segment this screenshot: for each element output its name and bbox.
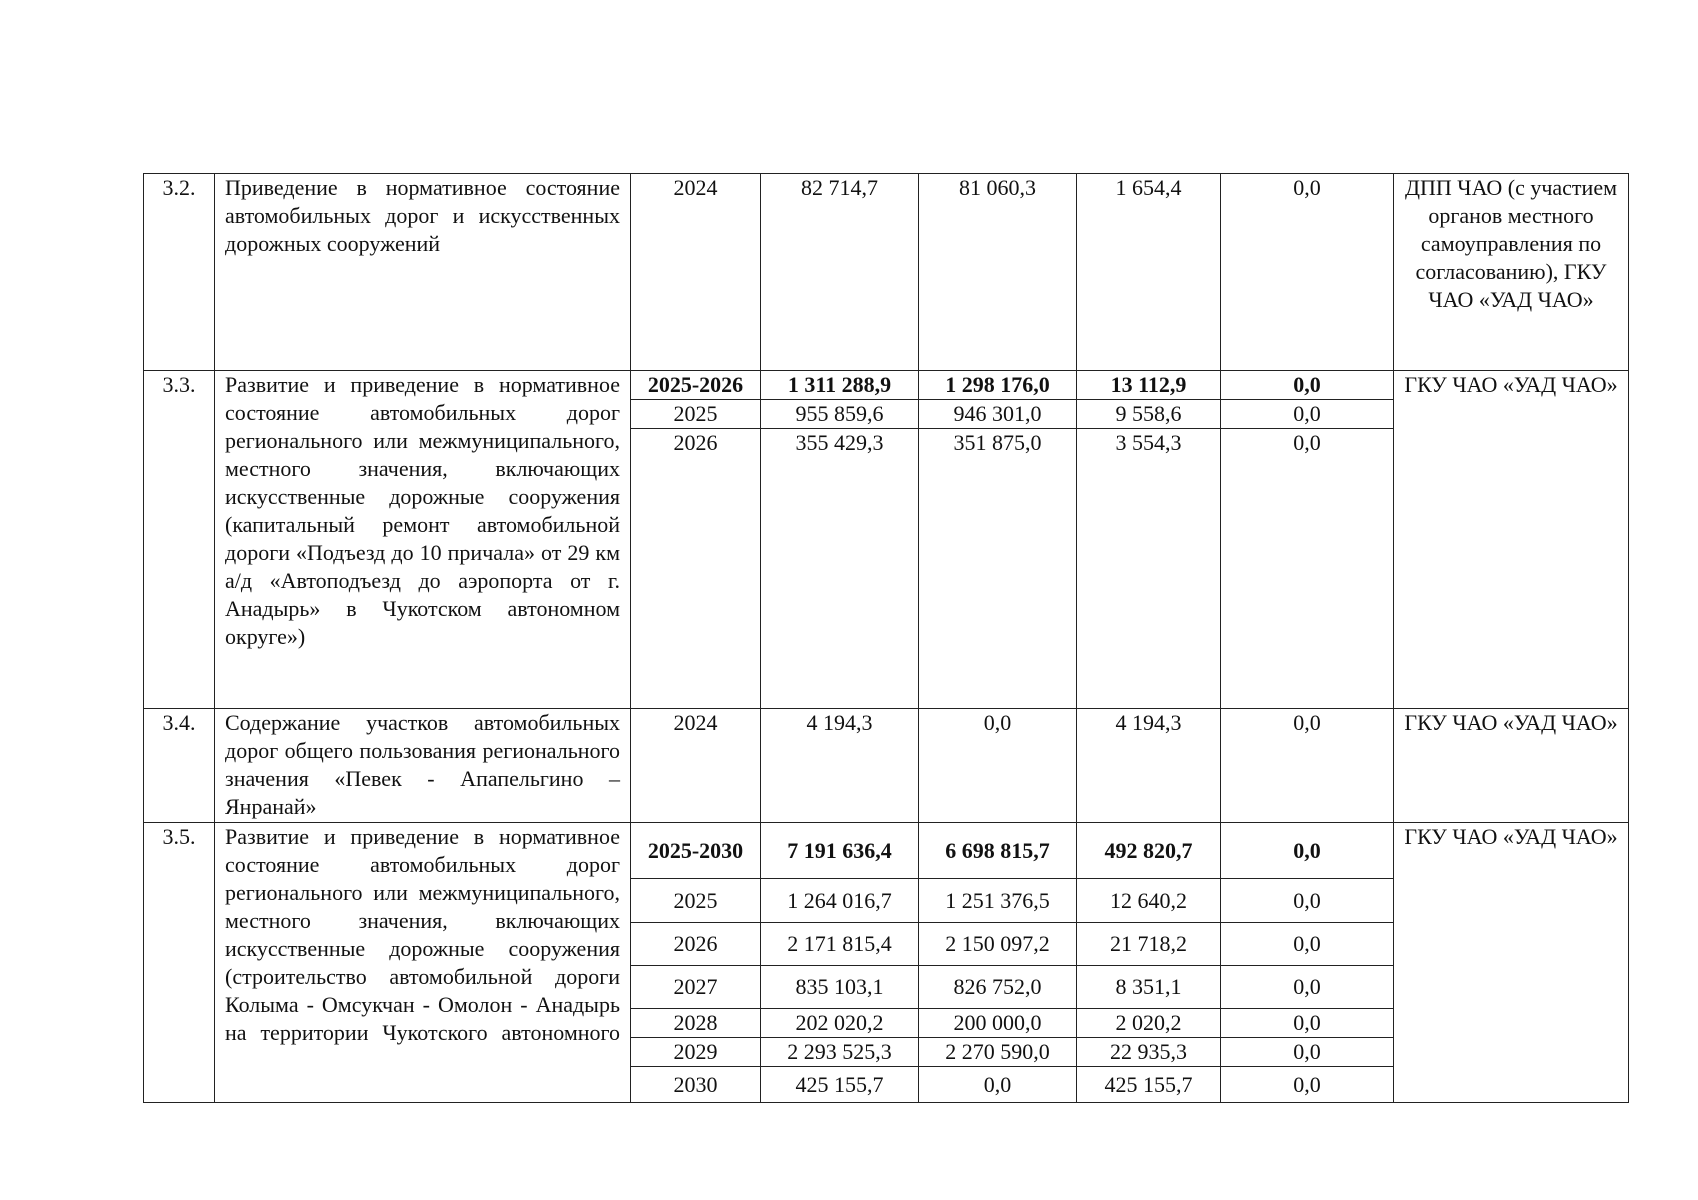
period-year: 2025: [631, 879, 761, 923]
budget-value-2: 2 020,2: [1077, 1009, 1221, 1038]
total-value: 1 264 016,7: [761, 879, 919, 923]
budget-value-2: 9 558,6: [1077, 400, 1221, 429]
executor: ГКУ ЧАО «УАД ЧАО»: [1394, 709, 1629, 823]
total-value: 1 311 288,9: [761, 371, 919, 400]
period-year: 2024: [631, 174, 761, 371]
budget-value-3: 0,0: [1221, 429, 1394, 709]
row-number: 3.5.: [144, 823, 215, 1103]
table-row: [144, 709, 1629, 823]
budget-value-1: 1 298 176,0: [919, 371, 1077, 400]
budget-value-1: 200 000,0: [919, 1009, 1077, 1038]
period-year: 2030: [631, 1067, 761, 1103]
budget-value-3: 0,0: [1221, 371, 1394, 400]
period-year: 2026: [631, 923, 761, 966]
budget-value-3: 0,0: [1221, 709, 1394, 823]
budget-value-1: 0,0: [919, 709, 1077, 823]
budget-value-1: 351 875,0: [919, 429, 1077, 709]
budget-value-1: 2 150 097,2: [919, 923, 1077, 966]
budget-value-2: 3 554,3: [1077, 429, 1221, 709]
period-year: 2025-2026: [631, 371, 761, 400]
budget-value-3: 0,0: [1221, 823, 1394, 879]
total-value: 202 020,2: [761, 1009, 919, 1038]
total-value: 955 859,6: [761, 400, 919, 429]
row-number: 3.3.: [144, 371, 215, 709]
executor: ГКУ ЧАО «УАД ЧАО»: [1394, 823, 1629, 1103]
row-description: Развитие и приведение в нормативное состояние автомобильных дорог регионального или межмуниципального, местного значения, включающих искусственные дорожные сооружения (строительство автомобильной дороги Колыма - Омсукчан - Омолон - Анадырь на территории Чукотского автономного: [215, 823, 631, 1103]
budget-value-3: 0,0: [1221, 923, 1394, 966]
total-value: 82 714,7: [761, 174, 919, 371]
total-value: 355 429,3: [761, 429, 919, 709]
table-row: [144, 174, 1629, 371]
budget-value-2: 13 112,9: [1077, 371, 1221, 400]
total-value: 7 191 636,4: [761, 823, 919, 879]
table-row: [144, 823, 1629, 879]
row-number: 3.4.: [144, 709, 215, 823]
budget-value-2: 22 935,3: [1077, 1038, 1221, 1067]
budget-value-3: 0,0: [1221, 879, 1394, 923]
table-row: [144, 371, 1629, 400]
budget-value-1: 6 698 815,7: [919, 823, 1077, 879]
budget-value-3: 0,0: [1221, 1038, 1394, 1067]
budget-value-1: 1 251 376,5: [919, 879, 1077, 923]
total-value: 4 194,3: [761, 709, 919, 823]
total-value: 2 293 525,3: [761, 1038, 919, 1067]
budget-value-3: 0,0: [1221, 966, 1394, 1009]
executor: ГКУ ЧАО «УАД ЧАО»: [1394, 371, 1629, 709]
period-year: 2025: [631, 400, 761, 429]
period-year: 2028: [631, 1009, 761, 1038]
budget-value-3: 0,0: [1221, 174, 1394, 371]
period-year: 2025-2030: [631, 823, 761, 879]
row-description: Приведение в нормативное состояние автомобильных дорог и искусственных дорожных сооружений: [215, 174, 631, 371]
row-description: Развитие и приведение в нормативное состояние автомобильных дорог регионального или межмуниципального, местного значения, включающих искусственные дорожные сооружения (капитальный ремонт автомобильной дороги «Подъезд до 10 причала» от 29 км а/д «Автоподъезд до аэропорта от г. Анадырь» в Чукотском автономном округе»): [215, 371, 631, 709]
budget-value-2: 12 640,2: [1077, 879, 1221, 923]
budget-value-1: 826 752,0: [919, 966, 1077, 1009]
budget-value-2: 4 194,3: [1077, 709, 1221, 823]
budget-value-2: 21 718,2: [1077, 923, 1221, 966]
row-description: Содержание участков автомобильных дорог общего пользования регионального значения «Певек - Апапельгино – Янранай»: [215, 709, 631, 823]
period-year: 2027: [631, 966, 761, 1009]
budget-value-2: 8 351,1: [1077, 966, 1221, 1009]
total-value: 2 171 815,4: [761, 923, 919, 966]
budget-value-2: 1 654,4: [1077, 174, 1221, 371]
total-value: 425 155,7: [761, 1067, 919, 1103]
budget-value-1: 2 270 590,0: [919, 1038, 1077, 1067]
period-year: 2029: [631, 1038, 761, 1067]
budget-value-3: 0,0: [1221, 1067, 1394, 1103]
budget-value-2: 492 820,7: [1077, 823, 1221, 879]
budget-value-1: 81 060,3: [919, 174, 1077, 371]
funding-table: [143, 173, 1629, 1103]
budget-value-3: 0,0: [1221, 1009, 1394, 1038]
budget-value-1: 0,0: [919, 1067, 1077, 1103]
total-value: 835 103,1: [761, 966, 919, 1009]
budget-value-3: 0,0: [1221, 400, 1394, 429]
budget-value-1: 946 301,0: [919, 400, 1077, 429]
budget-value-2: 425 155,7: [1077, 1067, 1221, 1103]
row-number: 3.2.: [144, 174, 215, 371]
period-year: 2024: [631, 709, 761, 823]
period-year: 2026: [631, 429, 761, 709]
executor: ДПП ЧАО (с участием органов местного самоуправления по согласованию), ГКУ ЧАО «УАД ЧАО»: [1394, 174, 1629, 371]
